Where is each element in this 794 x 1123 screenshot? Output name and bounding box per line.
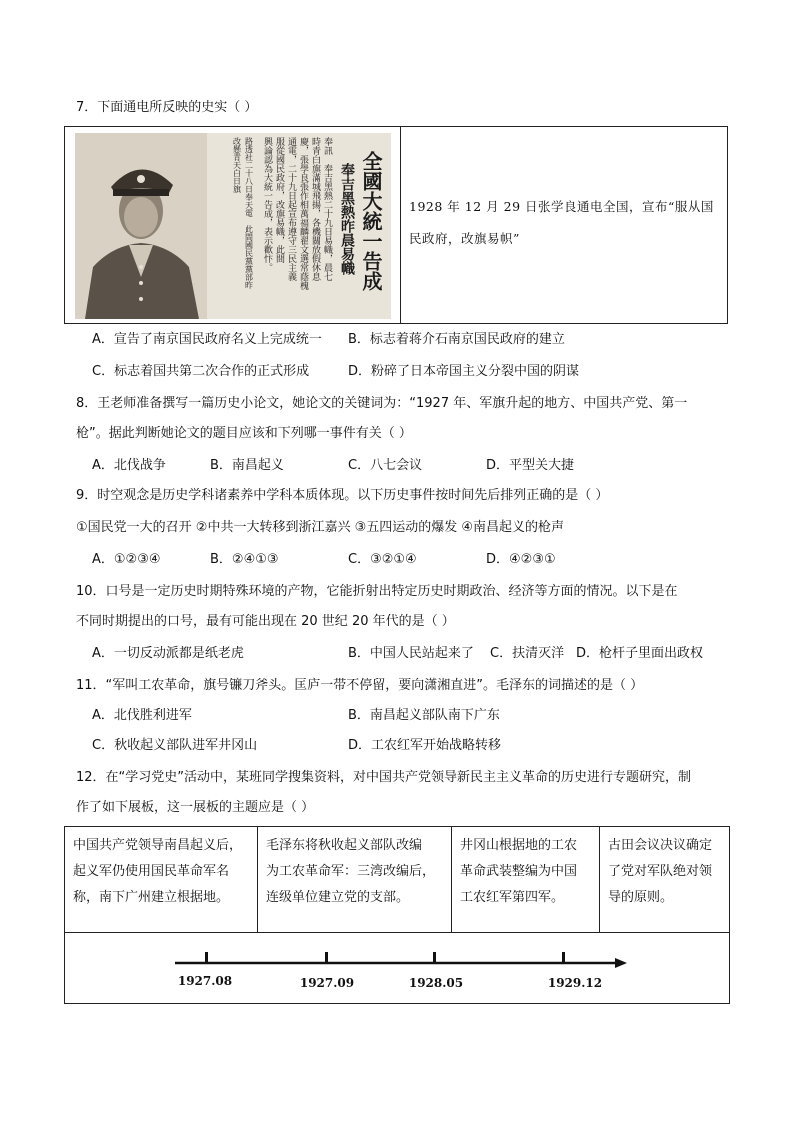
- q12-cell-line: 中国共产党领导南昌起义后，: [73, 838, 243, 853]
- q7-stem: 7．下面通电所反映的史实（ ）: [76, 100, 258, 115]
- timeline-tick: [433, 952, 436, 963]
- q12-cell-line: 工农红军第四军。: [460, 890, 565, 905]
- headline-sub: 奉吉黑熱昨晨易幟: [339, 163, 355, 275]
- q12-cell-line: 古田会议决议确定: [608, 838, 713, 853]
- q12-cell-line: 井冈山根据地的工农: [460, 838, 578, 853]
- q8-option-d[interactable]: D．平型关大捷: [486, 458, 575, 473]
- q7-material-box: [64, 126, 728, 324]
- q8-stem: 8．王老师准备撰写一篇历史小论文，她论文的关键词为：“1927 年、军旗升起的地方、中国共产党、第一: [76, 396, 688, 411]
- q7-option-d[interactable]: D．粉碎了日本帝国主义分裂中国的阴谋: [348, 364, 580, 379]
- timeline-label: 1929.12: [547, 976, 603, 990]
- body-col: 通電，二十九日起宣布遵守三民主義: [286, 137, 296, 281]
- q12-cell-line: 称，南下广州建立根据地。: [73, 890, 230, 905]
- q11-option-d[interactable]: D．工农红军开始战略转移: [348, 738, 502, 753]
- q9-stem: 9．时空观念是历史学科诸素养中学科本质体现。以下历史事件按时间先后排列正确的是（ ）: [76, 488, 609, 503]
- q9-option-a[interactable]: A．①②③④: [92, 552, 161, 567]
- newspaper-clipping: [65, 127, 399, 323]
- timeline-label: 1927.08: [177, 974, 233, 988]
- q12-cell: [600, 827, 728, 932]
- timeline-tick: [205, 952, 208, 963]
- q12-cell-line: 连级单位建立党的支部。: [266, 890, 410, 905]
- q10-option-c[interactable]: C．扶清灭洋: [490, 646, 565, 661]
- q11-option-c[interactable]: C．秋收起义部队进军井冈山: [92, 738, 258, 753]
- body-col: 改懸青天白日旗: [232, 137, 242, 193]
- q12-cell-line: 毛泽东将秋收起义部队改编: [266, 838, 423, 853]
- q12-cell: [65, 827, 258, 932]
- body-col: 慶，張學良張作相萬福麟翟文選常蔭槐: [298, 137, 308, 290]
- q12-cell-line: 起义军仍使用国民革命军名: [73, 864, 230, 879]
- body-col: 奉訊 奉吉黑熱二十九日易幟，晨七: [322, 137, 332, 281]
- newspaper-photo: [65, 127, 401, 323]
- body-col: 服從國民政府，改旗易幟，此間: [274, 137, 284, 263]
- q11-option-a[interactable]: A．北伐胜利进军: [92, 708, 192, 723]
- q9-option-b[interactable]: B．②④①③: [210, 552, 279, 567]
- timeline: [65, 933, 729, 1003]
- timeline-tick: [562, 952, 565, 963]
- q12-stem: 12．在“学习党史”活动中，某班同学搜集资料，对中国共产党领导新民主主义革命的历史进行专题研究，制: [76, 770, 692, 785]
- arrow-head-icon: [615, 958, 627, 968]
- q10-option-d[interactable]: D．枪杆子里面出政权: [576, 646, 704, 661]
- q12-cell-line: 为工农革命军：三湾改编后，: [266, 864, 436, 879]
- q7-description: 1928 年 12 月 29 日张学良通电全国，宣布“服从国民政府，改旗易帜”: [409, 199, 714, 246]
- body-col: 時青白旗滿城飛揚，各機關放假休息: [310, 137, 320, 281]
- q10-stem-cont: 不同时期提出的口号，最有可能出现在 20 世纪 20 年代的是（ ）: [76, 614, 455, 629]
- q11-stem: 11．“军叫工农革命，旗号镰刀斧头。匡庐一带不停留，要向潇湘直进”。毛泽东的词描述的是（ ）: [76, 678, 644, 693]
- q12-cells-row: [65, 827, 729, 933]
- q10-option-a[interactable]: A．一切反动派都是纸老虎: [92, 646, 244, 661]
- q9-option-c[interactable]: C．③②①④: [348, 552, 417, 567]
- q9-option-d[interactable]: D．④②③①: [486, 552, 556, 567]
- timeline-label: 1928.05: [408, 976, 464, 990]
- q12-cell: [258, 827, 452, 932]
- q8-option-a[interactable]: A．北伐战争: [92, 458, 166, 473]
- q12-cell-line: 导的原则。: [608, 890, 674, 905]
- q7-option-b[interactable]: B．标志着蒋介石南京国民政府的建立: [348, 332, 565, 347]
- q7-option-a[interactable]: A．宣告了南京国民政府名义上完成统一: [92, 332, 322, 347]
- timeline-tick: [325, 952, 328, 963]
- headline-big: 全國大統一告成: [359, 151, 383, 291]
- q9-items: ①国民党一大的召开 ②中共一大转移到浙江嘉兴 ③五四运动的爆发 ④南昌起义的枪声: [76, 520, 565, 535]
- q11-option-b[interactable]: B．南昌起义部队南下广东: [348, 708, 500, 723]
- q8-option-c[interactable]: C．八七会议: [348, 458, 423, 473]
- q12-cell-line: 了党对军队绝对领: [608, 864, 713, 879]
- q8-option-b[interactable]: B．南昌起义: [210, 458, 284, 473]
- q12-display-board: [64, 826, 730, 1004]
- body-col: 路透社二十八日奉天電 此間國民黨黨部昨: [244, 137, 254, 289]
- q8-stem-cont: 枪”。据此判断她论文的题目应该和下列哪一事件有关（ ）: [76, 426, 412, 441]
- body-col: 興論認為大統一告成，表示歡忭。: [262, 137, 272, 272]
- q12-cell: [452, 827, 600, 932]
- portrait-image: [75, 133, 207, 319]
- q7-option-c[interactable]: C．标志着国共第二次合作的正式形成: [92, 364, 310, 379]
- q10-option-b[interactable]: B．中国人民站起来了: [348, 646, 474, 661]
- timeline-graphic: [65, 933, 729, 1003]
- q12-cell-line: 革命武装整编为中国: [460, 864, 578, 879]
- q10-stem: 10．口号是一定历史时期特殊环境的产物，它能折射出特定历史时期政治、经济等方面的情况。以下是在: [76, 584, 678, 599]
- q12-stem-cont: 作了如下展板，这一展板的主题应是（ ）: [76, 800, 315, 815]
- timeline-label: 1927.09: [299, 976, 355, 990]
